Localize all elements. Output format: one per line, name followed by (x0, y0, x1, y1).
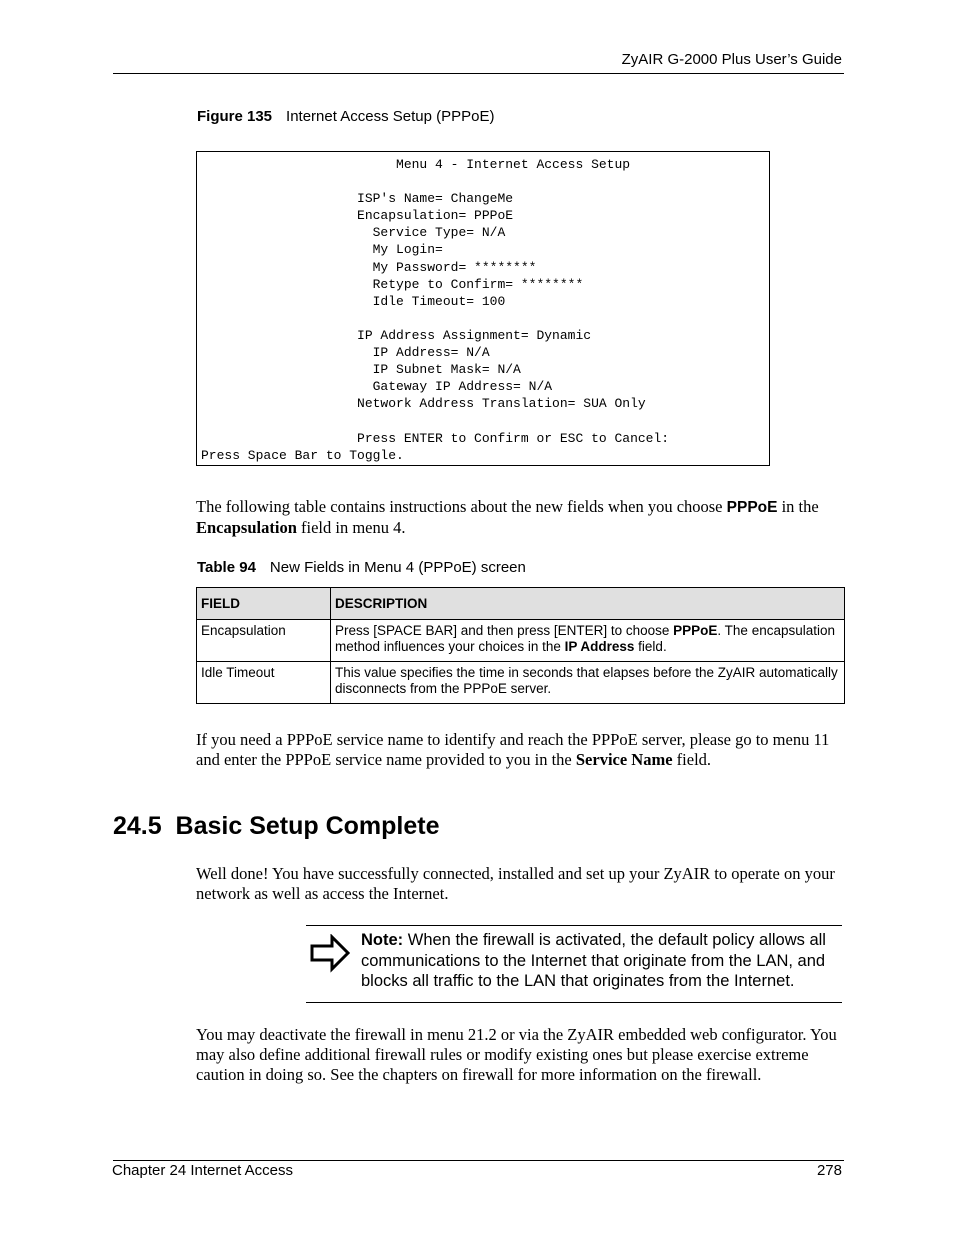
page-number: 278 (816, 1162, 842, 1179)
running-header: ZyAIR G-2000 Plus User’s Guide (621, 51, 842, 68)
service-name-bold: Service Name (575, 750, 673, 769)
table-header-row (197, 588, 845, 620)
terminal-screen (196, 151, 770, 466)
note-text (361, 930, 843, 992)
service-text-1: If you need a PPPoE service name to identify and reach the PPPoE server, please go to menu 11 and enter the PPPoE service name provided to you in the (196, 730, 830, 769)
figure-title: Internet Access Setup (PPPoE) (286, 108, 495, 125)
header-divider (113, 73, 844, 74)
desc-text: field. (634, 639, 667, 654)
section-heading: 24.5 Basic Setup Complete (113, 812, 440, 840)
header-field: FIELD (197, 588, 331, 620)
figure-caption (197, 108, 494, 125)
note-label: Note: (361, 931, 404, 949)
desc-text: . The encapsulation method influences your choices in the (335, 623, 836, 654)
table-row (197, 620, 845, 662)
desc-bold: IP Address (564, 639, 635, 654)
field-cell: Idle Timeout (197, 662, 331, 704)
right-arrow-icon (310, 934, 350, 974)
intro-text-3: field in menu 4. (296, 518, 406, 537)
table-caption (197, 559, 526, 576)
intro-paragraph (196, 497, 846, 538)
terminal-text: Menu 4 - Internet Access Setup ISP's Name= ChangeMe Encapsulation= PPPoE Service Type= N/A My Login= My Password= ******** Retype to Confirm= ******** Idle Timeout= 100 IP Address Assignment= Dynamic IP Address= N/A IP Subnet Mask= N/A Gateway IP Address= N/A Network Address Translation= SUA Only Press ENTER to Confirm or ESC to Cancel: Press Space Bar to Toggle. (201, 157, 670, 463)
figure-number: Figure 135 (197, 108, 273, 125)
description-cell (331, 620, 845, 662)
desc-bold: PPPoE (673, 623, 718, 638)
note-box (306, 925, 842, 1003)
footer-chapter: Chapter 24 Internet Access (112, 1162, 293, 1179)
intro-text-1: The following table contains instructions about the new fields when you choose (196, 497, 727, 516)
header-description: DESCRIPTION (331, 588, 845, 620)
service-name-paragraph (196, 730, 846, 770)
service-text-2: field. (672, 750, 712, 769)
field-cell: Encapsulation (197, 620, 331, 662)
table-title: New Fields in Menu 4 (PPPoE) screen (269, 559, 526, 576)
intro-text-2: in the (777, 497, 819, 516)
desc-text: Press [SPACE BAR] and then press [ENTER] to choose (335, 623, 674, 638)
description-cell: This value specifies the time in seconds that elapses before the ZyAIR automatically disconnects from the PPPoE server. (331, 662, 845, 704)
table-row (197, 662, 845, 704)
firewall-paragraph: You may deactivate the firewall in menu 21.2 or via the ZyAIR embedded web configurator. You may also define additional firewall rules or modify existing ones but please exercise extreme caution in doing so. See the chapters on firewall for more information on the firewall. (196, 1025, 837, 1084)
done-paragraph: Well done! You have successfully connected, installed and set up your ZyAIR to operate on your network as well as access the Internet. (196, 864, 835, 903)
note-body: When the firewall is activated, the default policy allows all communications to the Internet that originate from the LAN, and blocks all traffic to the LAN that originates from the Internet. (361, 931, 826, 990)
footer-divider (113, 1160, 844, 1161)
intro-encapsulation: Encapsulation (196, 518, 297, 537)
fields-table (196, 587, 845, 704)
table-number: Table 94 (197, 559, 256, 576)
intro-pppoe: PPPoE (726, 499, 778, 516)
